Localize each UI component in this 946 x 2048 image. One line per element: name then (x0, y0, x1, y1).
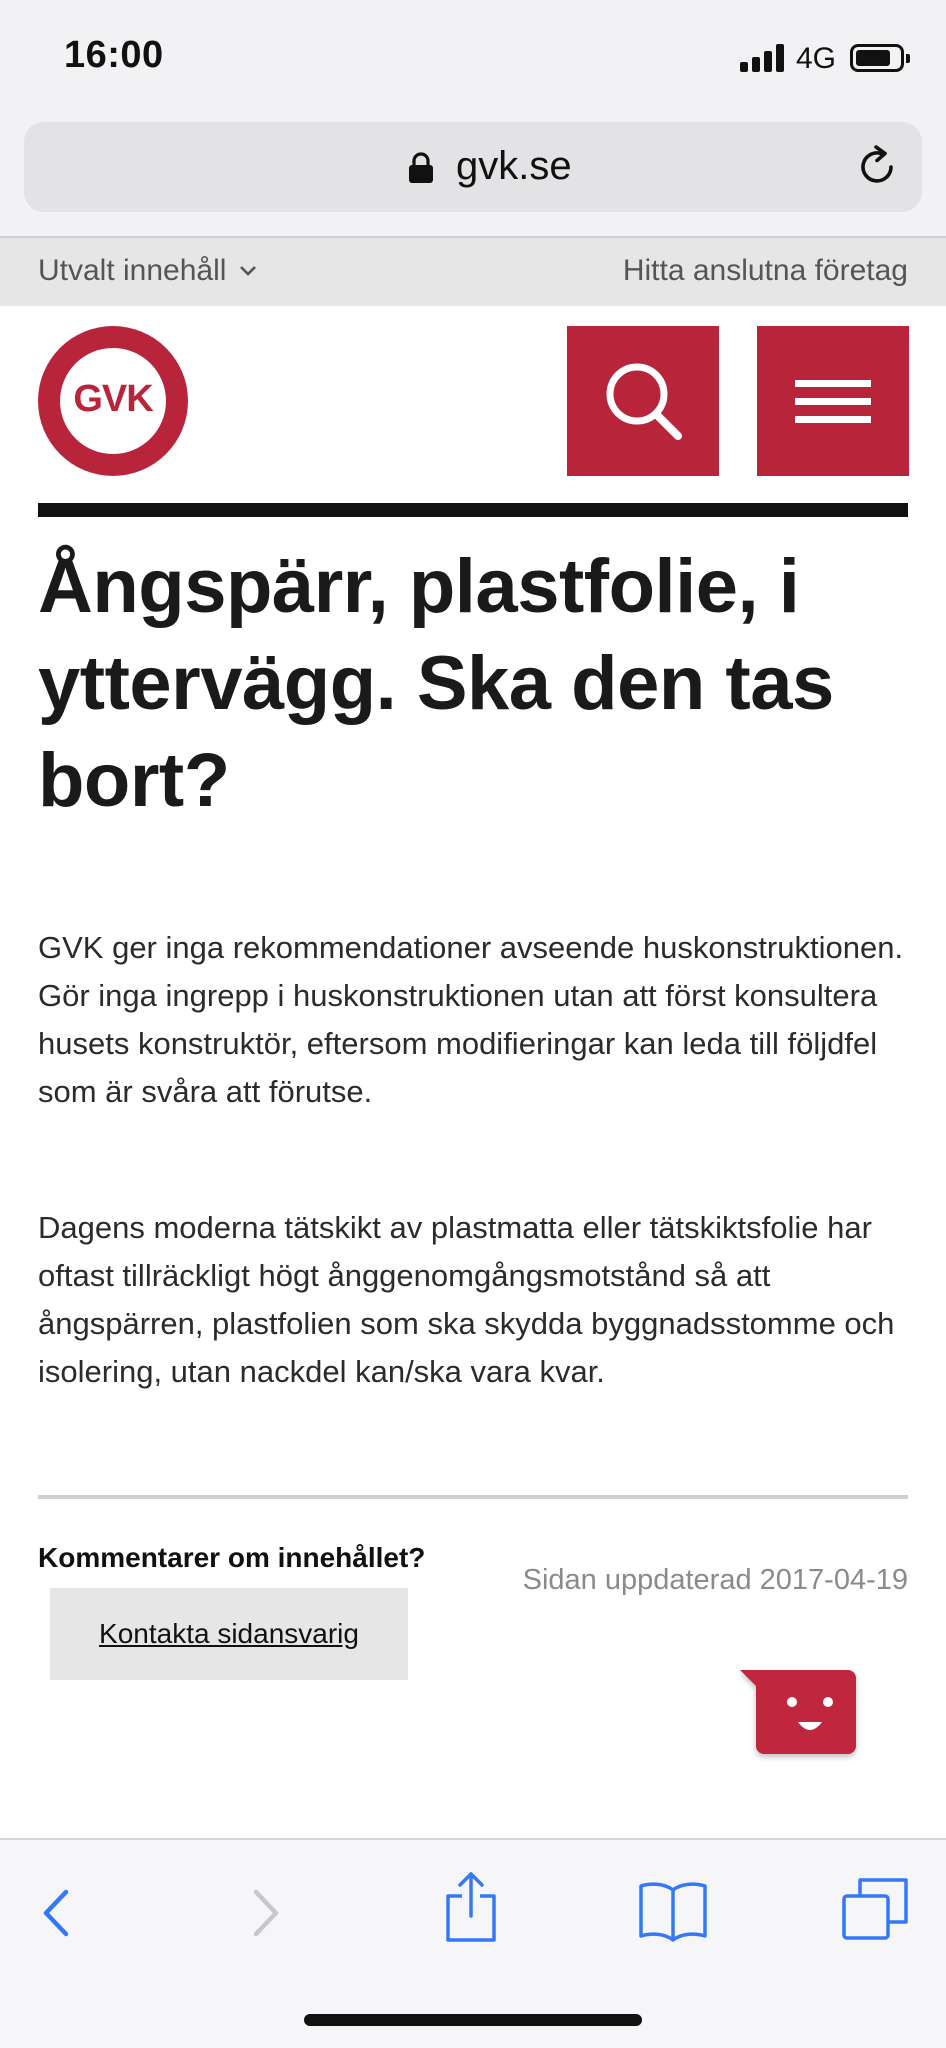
search-button[interactable] (567, 326, 719, 476)
bookmarks-icon[interactable] (638, 1880, 708, 1942)
utility-nav (0, 238, 946, 306)
contact-page-owner-button[interactable]: Kontakta sidansvarig (50, 1588, 408, 1680)
reload-icon[interactable] (854, 144, 900, 190)
header-divider (38, 503, 908, 517)
address-bar[interactable] (24, 122, 922, 212)
updated-date: Sidan uppdaterad 2017-04-19 (522, 1564, 908, 1596)
content-divider (38, 1495, 908, 1499)
article-paragraph: GVK ger inga rekommendationer avseende huskonstruktionen. Gör inga ingrepp i huskonstruktionen utan att först konsultera husets konstruktör, eftersom modifieringar kan leda till följdfel som är svåra att förutse. (38, 930, 904, 1109)
comments-label: Kommentarer om innehållet? (38, 1542, 426, 1573)
lock-icon (408, 152, 434, 184)
network-type: 4G (796, 42, 837, 75)
article-paragraph: Dagens moderna tätskikt av plastmatta eller tätskiktsfolie har oftast tillräckligt högt ånggenomgångsmotstånd så att ångspärren, plastfolien som ska skydda byggnadsstomme och isolering, utan nackdel kan/ska vara kvar. (38, 1210, 895, 1389)
logo-text: GVK (73, 378, 153, 420)
page-title: Ångspärr, plastfolie, i yttervägg. Ska den tas bort? (38, 544, 834, 823)
back-icon[interactable] (38, 1886, 74, 1940)
status-time: 16:00 (64, 34, 164, 76)
home-indicator (304, 2014, 642, 2026)
signal-icon (740, 44, 786, 72)
menu-button[interactable] (757, 326, 909, 476)
forward-icon[interactable] (248, 1886, 284, 1940)
battery-icon (850, 44, 904, 72)
gvk-logo[interactable] (38, 326, 188, 476)
tabs-icon[interactable] (840, 1876, 910, 1942)
chevron-down-icon (238, 264, 258, 278)
search-icon (567, 326, 719, 476)
find-companies-link[interactable]: Hitta anslutna företag (622, 254, 908, 287)
browser-address-area (0, 116, 946, 238)
status-bar (0, 0, 946, 116)
featured-content-dropdown[interactable] (38, 254, 258, 288)
featured-content-label: Utvalt innehåll (38, 254, 227, 287)
share-icon[interactable] (444, 1870, 498, 1942)
url-text: gvk.se (456, 144, 572, 188)
chat-bot-icon[interactable] (740, 1668, 870, 1762)
